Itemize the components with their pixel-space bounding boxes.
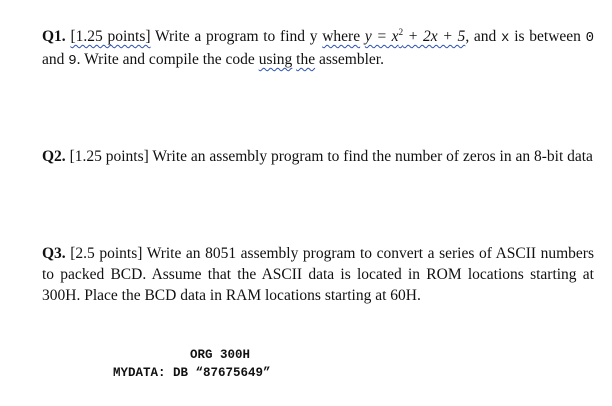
code-line-org: ORG 300H xyxy=(190,348,251,362)
question-3-text: [2.5 points] Write an 8051 assembly program to convert a series of ASCII numbers to packed BCD. Assume that the ASCII data is located in ROM locations starting at 300H. Place the BCD data in RAM locations starting at 60H. xyxy=(42,245,594,304)
equation-lhs: y = x xyxy=(364,28,399,46)
question-1-text-a: Write a program to find y xyxy=(150,28,323,46)
question-2-number: Q2. xyxy=(42,148,66,165)
code-line-mydata: MYDATA: DB “87675649” xyxy=(113,366,271,380)
question-1-text-h: assembler. xyxy=(315,51,384,69)
question-1-text-d: is between xyxy=(509,28,586,46)
equation-rhs: + 2x + 5 xyxy=(403,28,466,46)
question-1-text-f: . Write and compile the code xyxy=(76,51,259,69)
question-1-the: the xyxy=(296,51,316,69)
question-1-number: Q1. xyxy=(42,28,66,46)
question-1-nine: 9 xyxy=(68,53,77,70)
equation-exponent: 2 xyxy=(398,27,404,37)
question-1-zero: 0 xyxy=(585,30,595,47)
question-1-equation xyxy=(365,28,465,45)
question-1-points: [1.25 points] xyxy=(70,28,151,46)
question-1-text-e: and xyxy=(42,51,69,69)
question-1-text-c: , and xyxy=(465,28,502,46)
question-2-text: [1.25 points] Write an assembly program to find the number of zeros in an 8-bit data xyxy=(65,148,593,165)
question-1-using: using xyxy=(258,51,293,69)
question-3-number: Q3. xyxy=(42,245,66,262)
question-1 xyxy=(42,22,594,72)
question-1-where: where xyxy=(322,28,361,46)
question-2 xyxy=(42,146,594,167)
question-1-var-x: x xyxy=(501,30,510,47)
question-3 xyxy=(42,243,594,306)
